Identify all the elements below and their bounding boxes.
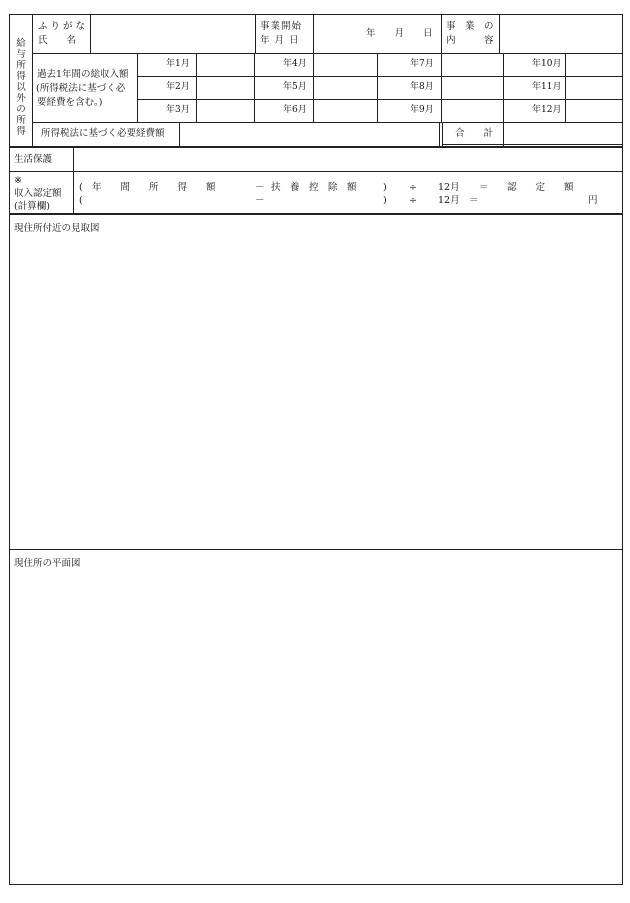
- divider: [32, 14, 33, 147]
- expense-field[interactable]: [180, 123, 439, 146]
- divider: [313, 14, 314, 53]
- business-start-label: 事業開始: [260, 21, 303, 32]
- month-label: 年7月: [410, 59, 434, 69]
- income-cert-label: 収入認定額: [14, 188, 62, 199]
- formula-equals: ＝: [469, 195, 479, 206]
- divider: [254, 53, 255, 122]
- total-income-label-1: 過去1年間の総収入額: [37, 69, 129, 80]
- month-label: 年5月: [283, 82, 307, 92]
- welfare-field[interactable]: [74, 148, 622, 171]
- month-label: 年8月: [410, 82, 434, 92]
- divider: [442, 144, 623, 145]
- month-label: 年2月: [166, 82, 190, 92]
- formula-open: (: [79, 182, 83, 193]
- formula-divide: ÷: [409, 195, 417, 206]
- month-label: 年1月: [166, 59, 190, 69]
- month-amount-field[interactable]: [197, 54, 253, 75]
- total-field[interactable]: [504, 123, 622, 144]
- divider: [255, 14, 256, 53]
- month-label: 年9月: [410, 105, 434, 115]
- vicinity-map-area[interactable]: [9, 214, 623, 550]
- formula-minus: －: [255, 195, 265, 206]
- month-label: 年10月: [532, 59, 562, 69]
- business-start-date-field[interactable]: 年 月 日: [366, 28, 433, 39]
- name-field[interactable]: [91, 15, 254, 52]
- yen-unit: 円: [588, 195, 598, 206]
- divider: [137, 53, 138, 122]
- month-label: 年12月: [532, 105, 562, 115]
- section-vertical-label: 給与所得以外の所得: [16, 38, 26, 137]
- divider: [439, 122, 440, 147]
- month-label: 年3月: [166, 105, 190, 115]
- business-content-label: 事 業 の: [446, 21, 494, 32]
- month-label: 年4月: [283, 59, 307, 69]
- month-amount-field[interactable]: [566, 54, 622, 75]
- divider: [137, 99, 623, 100]
- floor-plan-label: 現住所の平面図: [14, 558, 81, 569]
- calc-label: (計算欄): [14, 201, 50, 212]
- formula-months: 12月: [438, 195, 460, 206]
- total-income-label-2: (所得税法に基づく必: [36, 83, 126, 94]
- formula-certified: 認 定 額: [507, 182, 574, 193]
- formula-close: ): [383, 182, 387, 193]
- formula-deduction: 扶 養 控 除 額: [271, 182, 357, 193]
- formula-open: (: [79, 195, 83, 206]
- formula-annual-income: 年 間 所 得 額: [92, 182, 216, 193]
- name-label: 氏 名: [38, 35, 77, 46]
- formula-close: ): [383, 195, 387, 206]
- month-label: 年11月: [532, 82, 562, 92]
- month-amount-field[interactable]: [442, 54, 502, 75]
- vicinity-map-label: 現住所付近の見取図: [14, 223, 100, 234]
- business-start-label-2: 年 月 日: [260, 35, 300, 46]
- furigana-label: ふりがな: [38, 21, 89, 32]
- formula-divide: ÷: [409, 182, 417, 193]
- business-content-field[interactable]: [500, 15, 622, 52]
- month-amount-field[interactable]: [314, 54, 376, 75]
- divider: [377, 53, 378, 122]
- note-mark: ※: [14, 175, 22, 186]
- month-label: 年6月: [283, 105, 307, 115]
- welfare-label: 生活保護: [14, 154, 53, 165]
- divider: [503, 53, 504, 122]
- divider: [137, 76, 623, 77]
- floor-plan-area[interactable]: [9, 549, 623, 885]
- expense-label: 所得税法に基づく必要経費額: [41, 128, 165, 139]
- formula-equals: ＝: [479, 182, 489, 193]
- formula-months: 12月: [438, 182, 460, 193]
- formula-minus: －: [255, 182, 265, 193]
- total-income-label-3: 要経費を含む。): [37, 97, 103, 108]
- total-label: 合 計: [455, 128, 494, 139]
- business-content-label-2: 内 容: [446, 35, 494, 46]
- divider: [441, 14, 442, 53]
